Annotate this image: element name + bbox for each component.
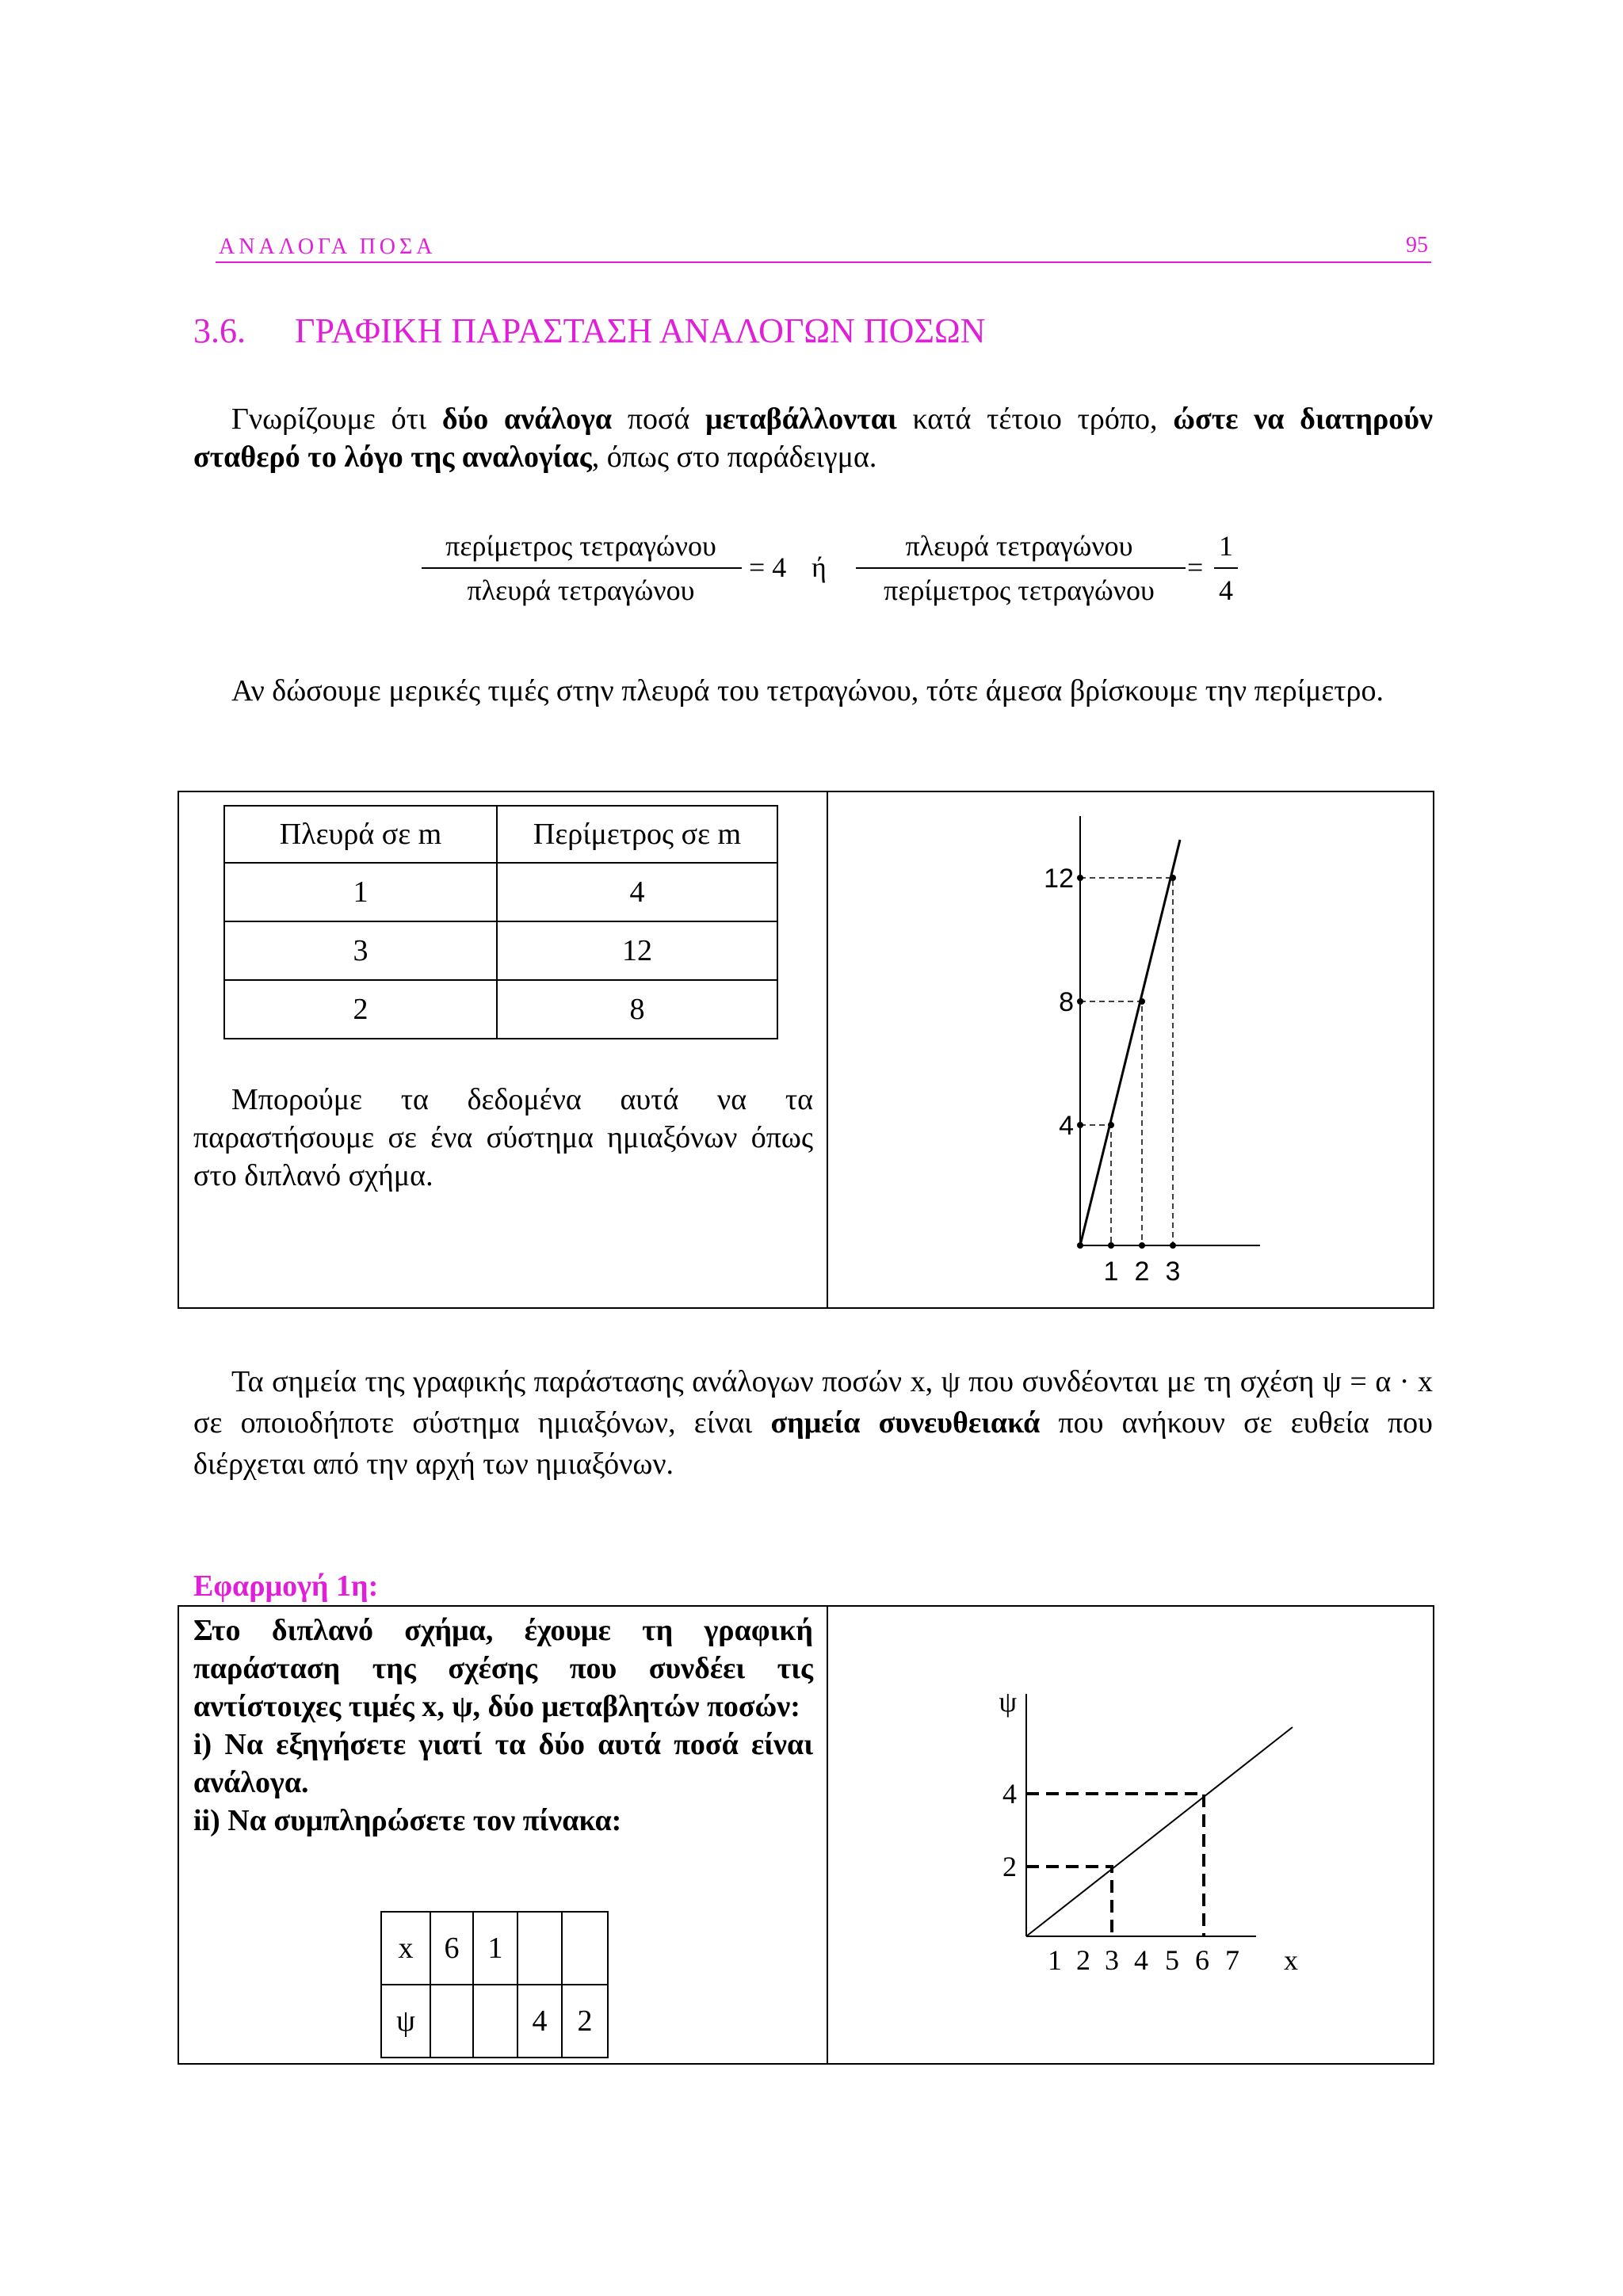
axis-point bbox=[1108, 1242, 1114, 1249]
paragraph-3-text-3: που ανήκουν σε ευθεία που διέρχεται από την αρχή των ημιαξόνων. bbox=[193, 1406, 1433, 1481]
intro-text-3: κατά τέτοιο τρόπο, bbox=[896, 402, 1174, 436]
formula-numerator-3: 1 bbox=[1219, 530, 1233, 562]
application-title: Εφαρμογή 1η: bbox=[193, 1569, 379, 1603]
section-number: 3.6. bbox=[193, 311, 246, 350]
intro-text-2: ποσά bbox=[612, 402, 706, 436]
question-1: i) Να εξηγήσετε γιατί τα δύο αυτά ποσά είναι ανάλογα. bbox=[193, 1728, 813, 1799]
fill-in-table bbox=[380, 1911, 609, 2058]
table-cell: 1 bbox=[224, 863, 497, 921]
graph-line bbox=[1026, 1727, 1293, 1936]
paragraph-3 bbox=[193, 1361, 1433, 1485]
axis-point bbox=[1077, 875, 1083, 881]
question-2: ii) Να συμπληρώσετε τον πίνακα: bbox=[193, 1804, 622, 1837]
intro-bold-1: δύο ανάλογα bbox=[441, 402, 613, 436]
intro-text-4: , όπως στο παράδειγμα. bbox=[591, 441, 877, 474]
x-tick-label: 3 bbox=[1105, 1944, 1119, 1976]
axis-point bbox=[1170, 1242, 1176, 1249]
origin-point bbox=[1077, 1242, 1083, 1249]
application-intro: Στο διπλανό σχήμα, έχουμε τη γραφική παράσταση της σχέσης που συνδέει τις αντίστοιχες τιμές x, ψ, δύο μεταβλητών ποσών: bbox=[193, 1614, 813, 1723]
intro-paragraph bbox=[193, 400, 1433, 476]
paragraph-3-text-2: σε οποιοδήποτε σύστημα ημιαξόνων, είναι bbox=[193, 1406, 771, 1440]
formula-equals-2: = bbox=[1187, 551, 1204, 583]
data-point bbox=[1139, 998, 1145, 1005]
axis-point bbox=[1077, 998, 1083, 1005]
x-tick-label: 2 bbox=[1134, 1257, 1150, 1287]
y-tick-label: 4 bbox=[1059, 1111, 1074, 1141]
table-header: Πλευρά σε m bbox=[224, 806, 497, 863]
side-perimeter-table bbox=[223, 805, 778, 1039]
x-tick-label: 5 bbox=[1165, 1944, 1179, 1976]
formula-denominator-1: πλευρά τετραγώνου bbox=[467, 574, 695, 606]
table-cell: 3 bbox=[224, 921, 497, 980]
page-number: 95 bbox=[1406, 233, 1428, 257]
table-cell: x bbox=[381, 1912, 430, 1985]
intro-text-1: Γνωρίζουμε ότι bbox=[231, 402, 442, 436]
table-cell: 4 bbox=[497, 863, 777, 921]
table-cell bbox=[562, 1912, 608, 1985]
paragraph-2: Αν δώσουμε μερικές τιμές στην πλευρά του τετραγώνου, τότε άμεσα βρίσκουμε την περίμετρο. bbox=[231, 674, 1384, 707]
proportional-graph bbox=[828, 792, 1430, 1307]
x-tick-label: 1 bbox=[1103, 1257, 1119, 1287]
formula-numerator-2: πλευρά τετραγώνου bbox=[905, 530, 1133, 562]
axis-point bbox=[1077, 1122, 1083, 1128]
y-tick-label: 4 bbox=[1002, 1778, 1017, 1810]
formula-denominator-2: περίμετρος τετραγώνου bbox=[884, 574, 1155, 606]
x-tick-label: 7 bbox=[1225, 1944, 1239, 1976]
graph-line bbox=[1080, 840, 1180, 1245]
table-cell: 12 bbox=[497, 921, 777, 980]
paragraph-3-bold: σημεία συνευθειακά bbox=[770, 1406, 1041, 1440]
fraction-bar-3 bbox=[1214, 567, 1238, 569]
table-cell: 4 bbox=[517, 1985, 562, 2058]
fraction-bar-2 bbox=[856, 567, 1186, 569]
y-axis-label: ψ bbox=[999, 1686, 1017, 1718]
x-tick-label: 1 bbox=[1048, 1944, 1062, 1976]
paragraph-3-text-1: Τα σημεία της γραφικής παράστασης ανάλογων ποσών x, ψ που συνδέονται με τη σχέση bbox=[231, 1365, 1323, 1398]
formula-denominator-3: 4 bbox=[1219, 574, 1233, 606]
table-cell: 1 bbox=[473, 1912, 517, 1985]
fraction-bar-1 bbox=[422, 567, 742, 569]
section-title: ΓΡΑΦΙΚΗ ΠΑΡΑΣΤΑΣΗ ΑΝΑΛΟΓΩΝ ΠΟΣΩΝ bbox=[295, 311, 986, 350]
intro-bold-3: ώστε να διατηρούν σταθερό το λόγο της αναλογίας bbox=[193, 402, 1434, 474]
relation-formula: ψ = α · x bbox=[1322, 1365, 1434, 1398]
application-graph bbox=[828, 1607, 1430, 2063]
y-tick-label: 12 bbox=[1044, 864, 1074, 894]
chapter-header: ΑΝΑΛΟΓΑ ΠΟΣΑ bbox=[219, 235, 437, 259]
table-cell bbox=[473, 1985, 517, 2058]
x-tick-label: 4 bbox=[1134, 1944, 1148, 1976]
intro-bold-2: μεταβάλλονται bbox=[705, 402, 897, 436]
axis-point bbox=[1139, 1242, 1145, 1249]
data-point bbox=[1170, 875, 1176, 881]
table-cell bbox=[430, 1985, 473, 2058]
table-cell: 6 bbox=[430, 1912, 473, 1985]
x-tick-label: 6 bbox=[1195, 1944, 1209, 1976]
table-cell: 2 bbox=[562, 1985, 608, 2058]
data-point bbox=[1108, 1122, 1114, 1128]
y-tick-label: 2 bbox=[1002, 1851, 1017, 1882]
example-box-text: Μπορούμε τα δεδομένα αυτά να τα παραστήσουμε σε ένα σύστημα ημιαξόνων όπως στο διπλανό σχήμα. bbox=[193, 1083, 813, 1192]
table-cell bbox=[517, 1912, 562, 1985]
table-cell: ψ bbox=[381, 1985, 430, 2058]
x-tick-label: 2 bbox=[1076, 1944, 1090, 1976]
x-axis-label: x bbox=[1284, 1944, 1298, 1976]
formula-or: ή bbox=[812, 551, 827, 583]
formula-equals-1: = 4 bbox=[749, 551, 787, 583]
formula-numerator-1: περίμετρος τετραγώνου bbox=[445, 530, 716, 562]
table-cell: 2 bbox=[224, 980, 497, 1039]
table-header: Περίμετρος σε m bbox=[497, 806, 777, 863]
x-tick-label: 3 bbox=[1165, 1257, 1181, 1287]
table-cell: 8 bbox=[497, 980, 777, 1039]
y-tick-label: 8 bbox=[1059, 987, 1074, 1017]
header-rule bbox=[216, 261, 1431, 263]
